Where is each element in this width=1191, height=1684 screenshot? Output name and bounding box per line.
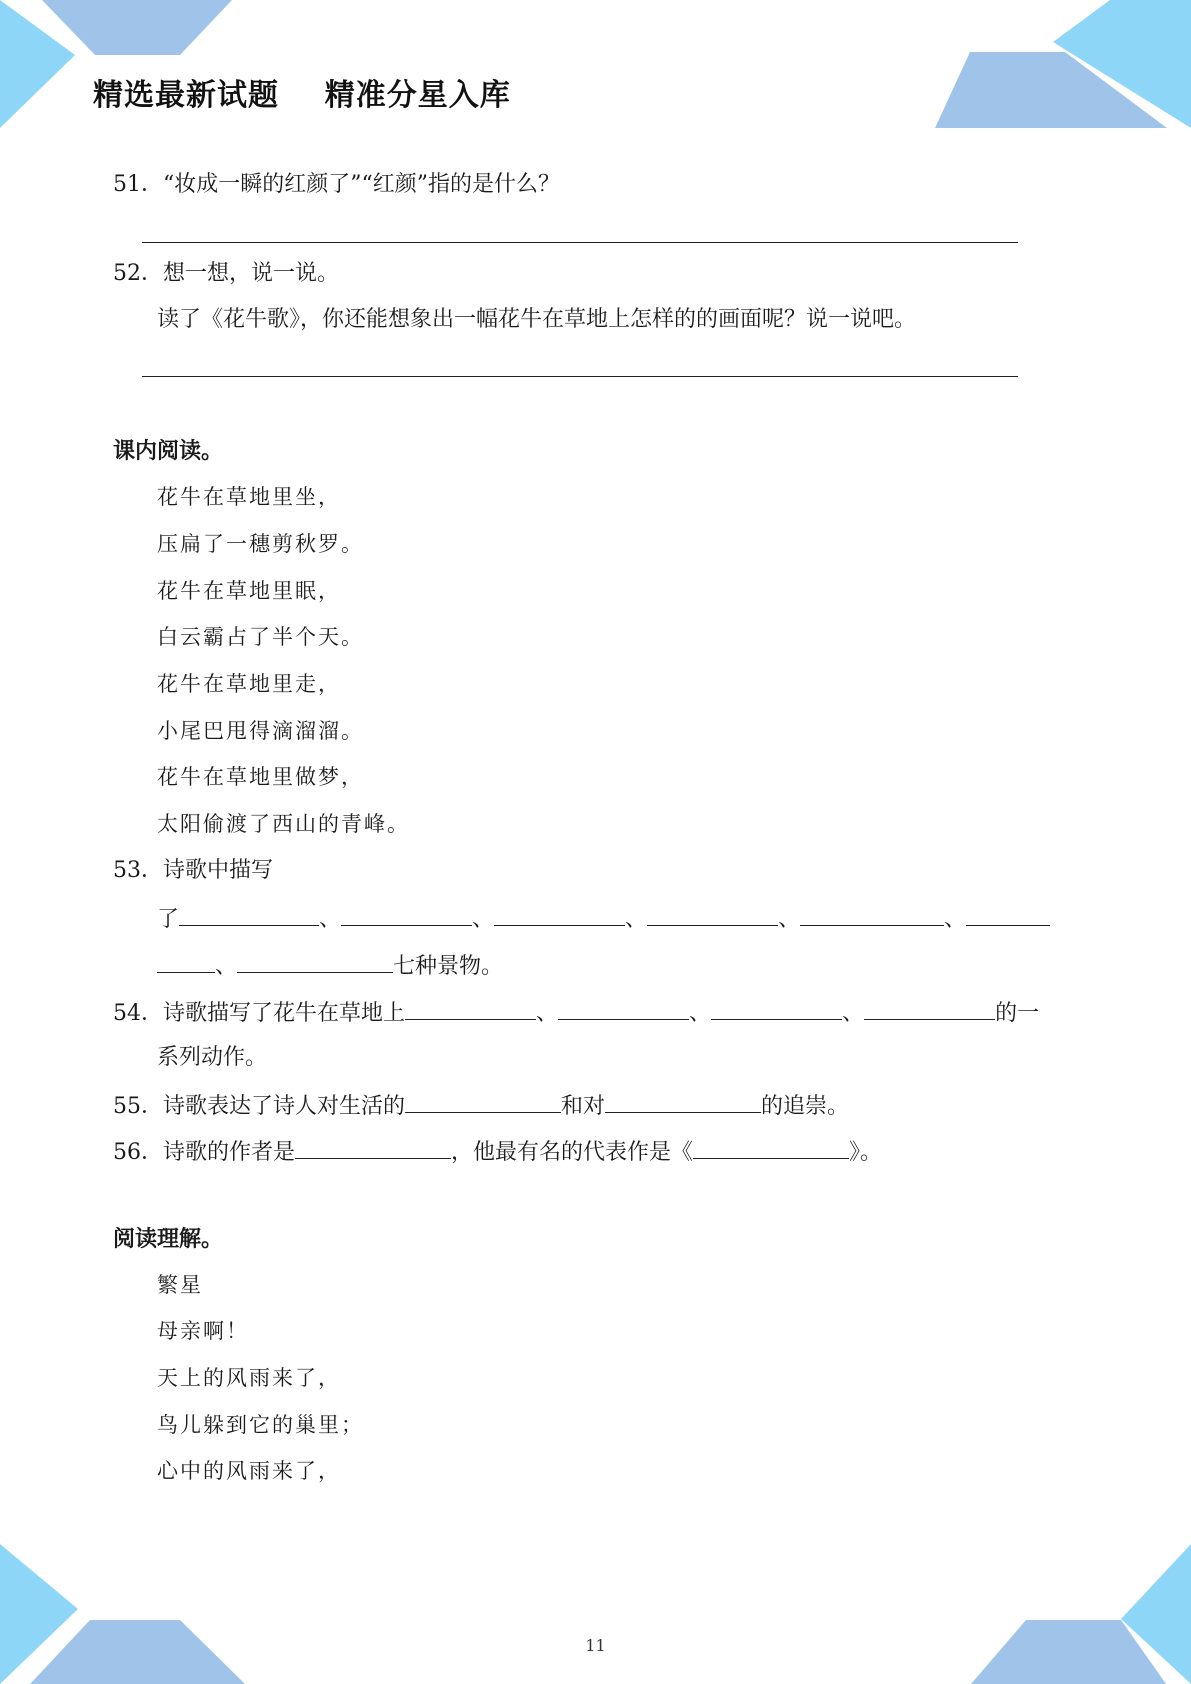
answer-line-52[interactable] bbox=[142, 376, 1018, 377]
answer-blank[interactable] bbox=[647, 903, 778, 926]
answer-blank[interactable] bbox=[179, 903, 319, 926]
poem-line: 压扁了一穗剪秋罗。 bbox=[157, 532, 364, 556]
question-number: 54． bbox=[113, 1001, 163, 1026]
question-text: 诗歌描写了花牛在草地上 bbox=[163, 1001, 406, 1026]
answer-blank[interactable] bbox=[494, 903, 625, 926]
page-header-title: 精选最新试题 精准分星入库 bbox=[93, 78, 511, 113]
poem-line: 花牛在草地里走， bbox=[157, 672, 341, 696]
answer-blank[interactable] bbox=[405, 997, 536, 1020]
poem-line: 天上的风雨来了， bbox=[157, 1366, 341, 1390]
answer-blank[interactable] bbox=[864, 997, 995, 1020]
poem-line: 心中的风雨来了， bbox=[157, 1459, 341, 1483]
question-55: 55．诗歌表达了诗人对生活的 和对 的追崇。 bbox=[113, 1090, 849, 1122]
question-number: 55． bbox=[113, 1094, 163, 1119]
answer-blank[interactable] bbox=[711, 997, 842, 1020]
question-number: 52． bbox=[113, 261, 163, 286]
poem-line: 鸟儿躲到它的巢里； bbox=[157, 1413, 364, 1437]
question-text: 诗歌中描写 bbox=[163, 858, 274, 883]
page-number: 11 bbox=[585, 1636, 606, 1655]
poem-line: 小尾巴甩得滴溜溜。 bbox=[157, 719, 364, 743]
poem-line: 花牛在草地里做梦， bbox=[157, 765, 364, 789]
question-text: “妆成一瞬的红颜了”“红颜”指的是什么？ bbox=[163, 172, 560, 197]
answer-blank[interactable] bbox=[157, 950, 215, 973]
answer-line-51[interactable] bbox=[142, 242, 1018, 243]
poem-line: 花牛在草地里坐， bbox=[157, 485, 341, 509]
corner-decoration-bottom-left bbox=[0, 1544, 260, 1684]
question-52-sub: 读了《花牛歌》，你还能想象出一幅花牛在草地上怎样的的画面呢？说一说吧。 bbox=[157, 307, 917, 332]
answer-blank[interactable] bbox=[405, 1090, 561, 1113]
corner-decoration-top-right bbox=[935, 0, 1191, 130]
answer-blank[interactable] bbox=[800, 903, 944, 926]
answer-blank[interactable] bbox=[295, 1136, 451, 1159]
section-title-in-class-reading: 课内阅读。 bbox=[113, 439, 224, 464]
poem-line: 母亲啊！ bbox=[157, 1319, 249, 1343]
section-title-reading-comprehension: 阅读理解。 bbox=[113, 1227, 224, 1252]
poem-line: 太阳偷渡了西山的青峰。 bbox=[157, 812, 410, 836]
question-54: 54．诗歌描写了花牛在草地上 、 、 、 的一 bbox=[113, 997, 1039, 1029]
question-number: 56． bbox=[113, 1140, 163, 1165]
question-number: 51． bbox=[113, 172, 163, 197]
question-52 bbox=[113, 259, 339, 289]
answer-blank[interactable] bbox=[237, 950, 393, 973]
question-text: 诗歌的作者是 bbox=[163, 1140, 296, 1165]
question-number: 53． bbox=[113, 858, 163, 883]
question-51 bbox=[113, 170, 560, 200]
question-53-blanks-cont: 、 七种景物。 bbox=[157, 950, 503, 982]
answer-blank[interactable] bbox=[558, 997, 689, 1020]
answer-blank[interactable] bbox=[693, 1136, 849, 1159]
poem-line: 花牛在草地里眠， bbox=[157, 579, 341, 603]
question-56: 56．诗歌的作者是 ，他最有名的代表作是《 》。 bbox=[113, 1136, 882, 1168]
question-53 bbox=[113, 856, 273, 886]
answer-blank[interactable] bbox=[966, 903, 1050, 926]
question-53-blanks: 了 、 、 、 、 、 bbox=[157, 903, 1050, 935]
poem-title: 繁星 bbox=[157, 1273, 203, 1297]
poem-line: 白云霸占了半个天。 bbox=[157, 625, 364, 649]
answer-blank[interactable] bbox=[605, 1090, 761, 1113]
answer-blank[interactable] bbox=[341, 903, 472, 926]
question-54-cont: 系列动作。 bbox=[157, 1045, 268, 1070]
question-text: 诗歌表达了诗人对生活的 bbox=[163, 1094, 406, 1119]
corner-decoration-bottom-right bbox=[931, 1544, 1191, 1684]
question-text: 想一想，说一说。 bbox=[163, 261, 340, 286]
